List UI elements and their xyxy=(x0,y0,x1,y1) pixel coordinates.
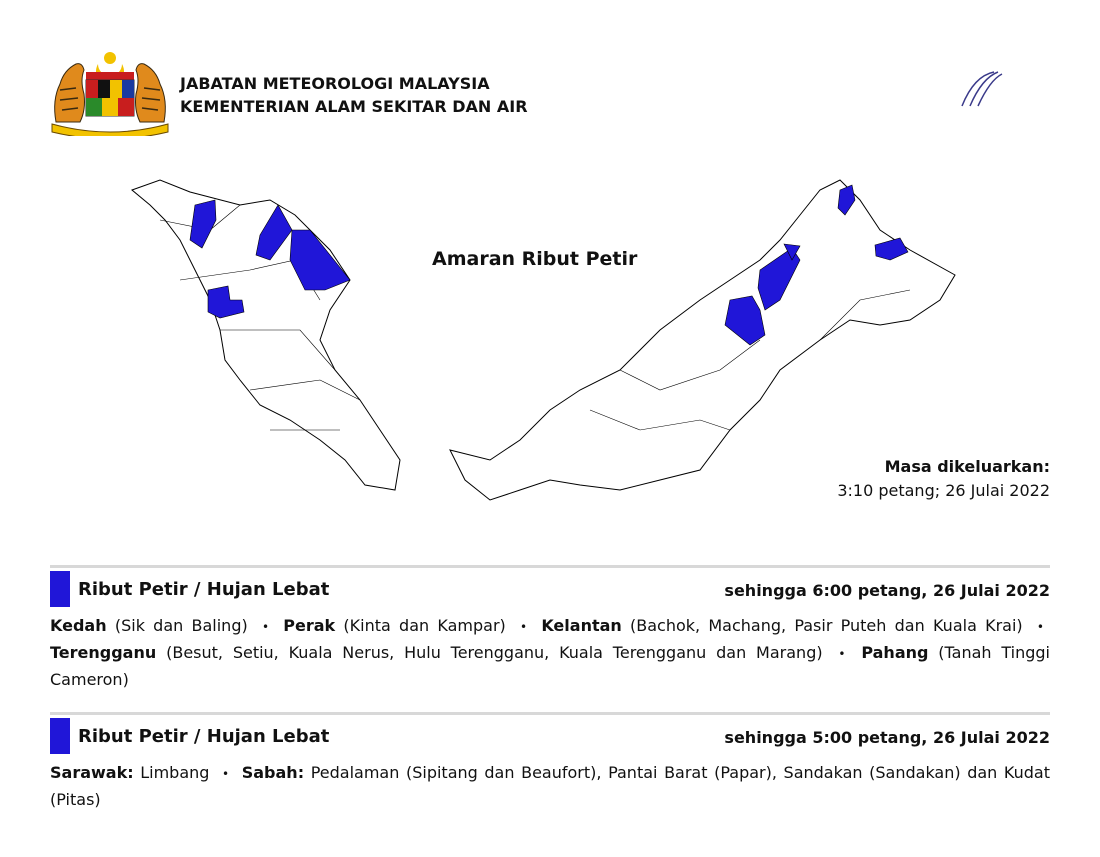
section-divider xyxy=(50,565,1050,568)
state-name: Sarawak: xyxy=(50,763,134,782)
area-list: (Tanah Tinggi Cameron) xyxy=(50,643,1050,689)
area-list: Limbang xyxy=(140,763,210,782)
issued-value: 3:10 petang; 26 Julai 2022 xyxy=(837,481,1050,500)
warning-header xyxy=(50,718,1050,754)
state-name: Perak xyxy=(283,616,336,635)
separator-dot: • xyxy=(261,620,270,634)
warning-color-marker xyxy=(50,571,70,607)
warning-areas-text xyxy=(50,613,1050,692)
warning-valid-until: sehingga 6:00 petang, 26 Julai 2022 xyxy=(724,581,1050,600)
separator-dot: • xyxy=(838,647,846,661)
area-list: Pedalaman (Sipitang dan Beaufort), Pantai Barat (Papar), Sandakan (Sandakan) dan Kudat (Pitas) xyxy=(50,763,1050,809)
section-divider xyxy=(50,712,1050,715)
warning-color-marker xyxy=(50,718,70,754)
state-name: Kedah xyxy=(50,616,107,635)
warning-valid-until: sehingga 5:00 petang, 26 Julai 2022 xyxy=(724,728,1050,747)
state-name: Kelantan xyxy=(541,616,622,635)
warning-title: Ribut Petir / Hujan Lebat xyxy=(78,726,330,747)
separator-dot: • xyxy=(520,620,528,634)
area-list: (Besut, Setiu, Kuala Nerus, Hulu Terengganu, Kuala Terengganu dan Marang) xyxy=(166,643,823,662)
issued-label: Masa dikeluarkan: xyxy=(884,457,1050,476)
warning-title: Ribut Petir / Hujan Lebat xyxy=(78,579,330,600)
east-malaysia xyxy=(450,180,955,500)
warning-areas-text xyxy=(50,760,1050,812)
met-malaysia-logo xyxy=(934,66,1050,120)
map-title: Amaran Ribut Petir xyxy=(432,248,638,270)
issued-time xyxy=(837,455,1050,503)
state-name: Sabah: xyxy=(241,763,305,782)
warning-section-2 xyxy=(50,712,1050,812)
state-name: Pahang xyxy=(861,643,929,662)
agency-line-1: JABATAN METEOROLOGI MALAYSIA xyxy=(180,74,490,93)
separator-dot: • xyxy=(1036,620,1044,634)
header xyxy=(50,50,1050,140)
warning-header xyxy=(50,571,1050,607)
area-list: (Sik dan Baling) xyxy=(114,616,248,635)
agency-name xyxy=(180,72,528,118)
coat-of-arms-logo xyxy=(50,50,170,136)
area-list: (Bachok, Machang, Pasir Puteh dan Kuala Krai) xyxy=(630,616,1023,635)
area-list: (Kinta dan Kampar) xyxy=(343,616,506,635)
state-name: Terengganu xyxy=(50,643,157,662)
agency-line-2: KEMENTERIAN ALAM SEKITAR DAN AIR xyxy=(180,97,528,116)
separator-dot: • xyxy=(222,767,230,781)
warning-section-1 xyxy=(50,565,1050,692)
